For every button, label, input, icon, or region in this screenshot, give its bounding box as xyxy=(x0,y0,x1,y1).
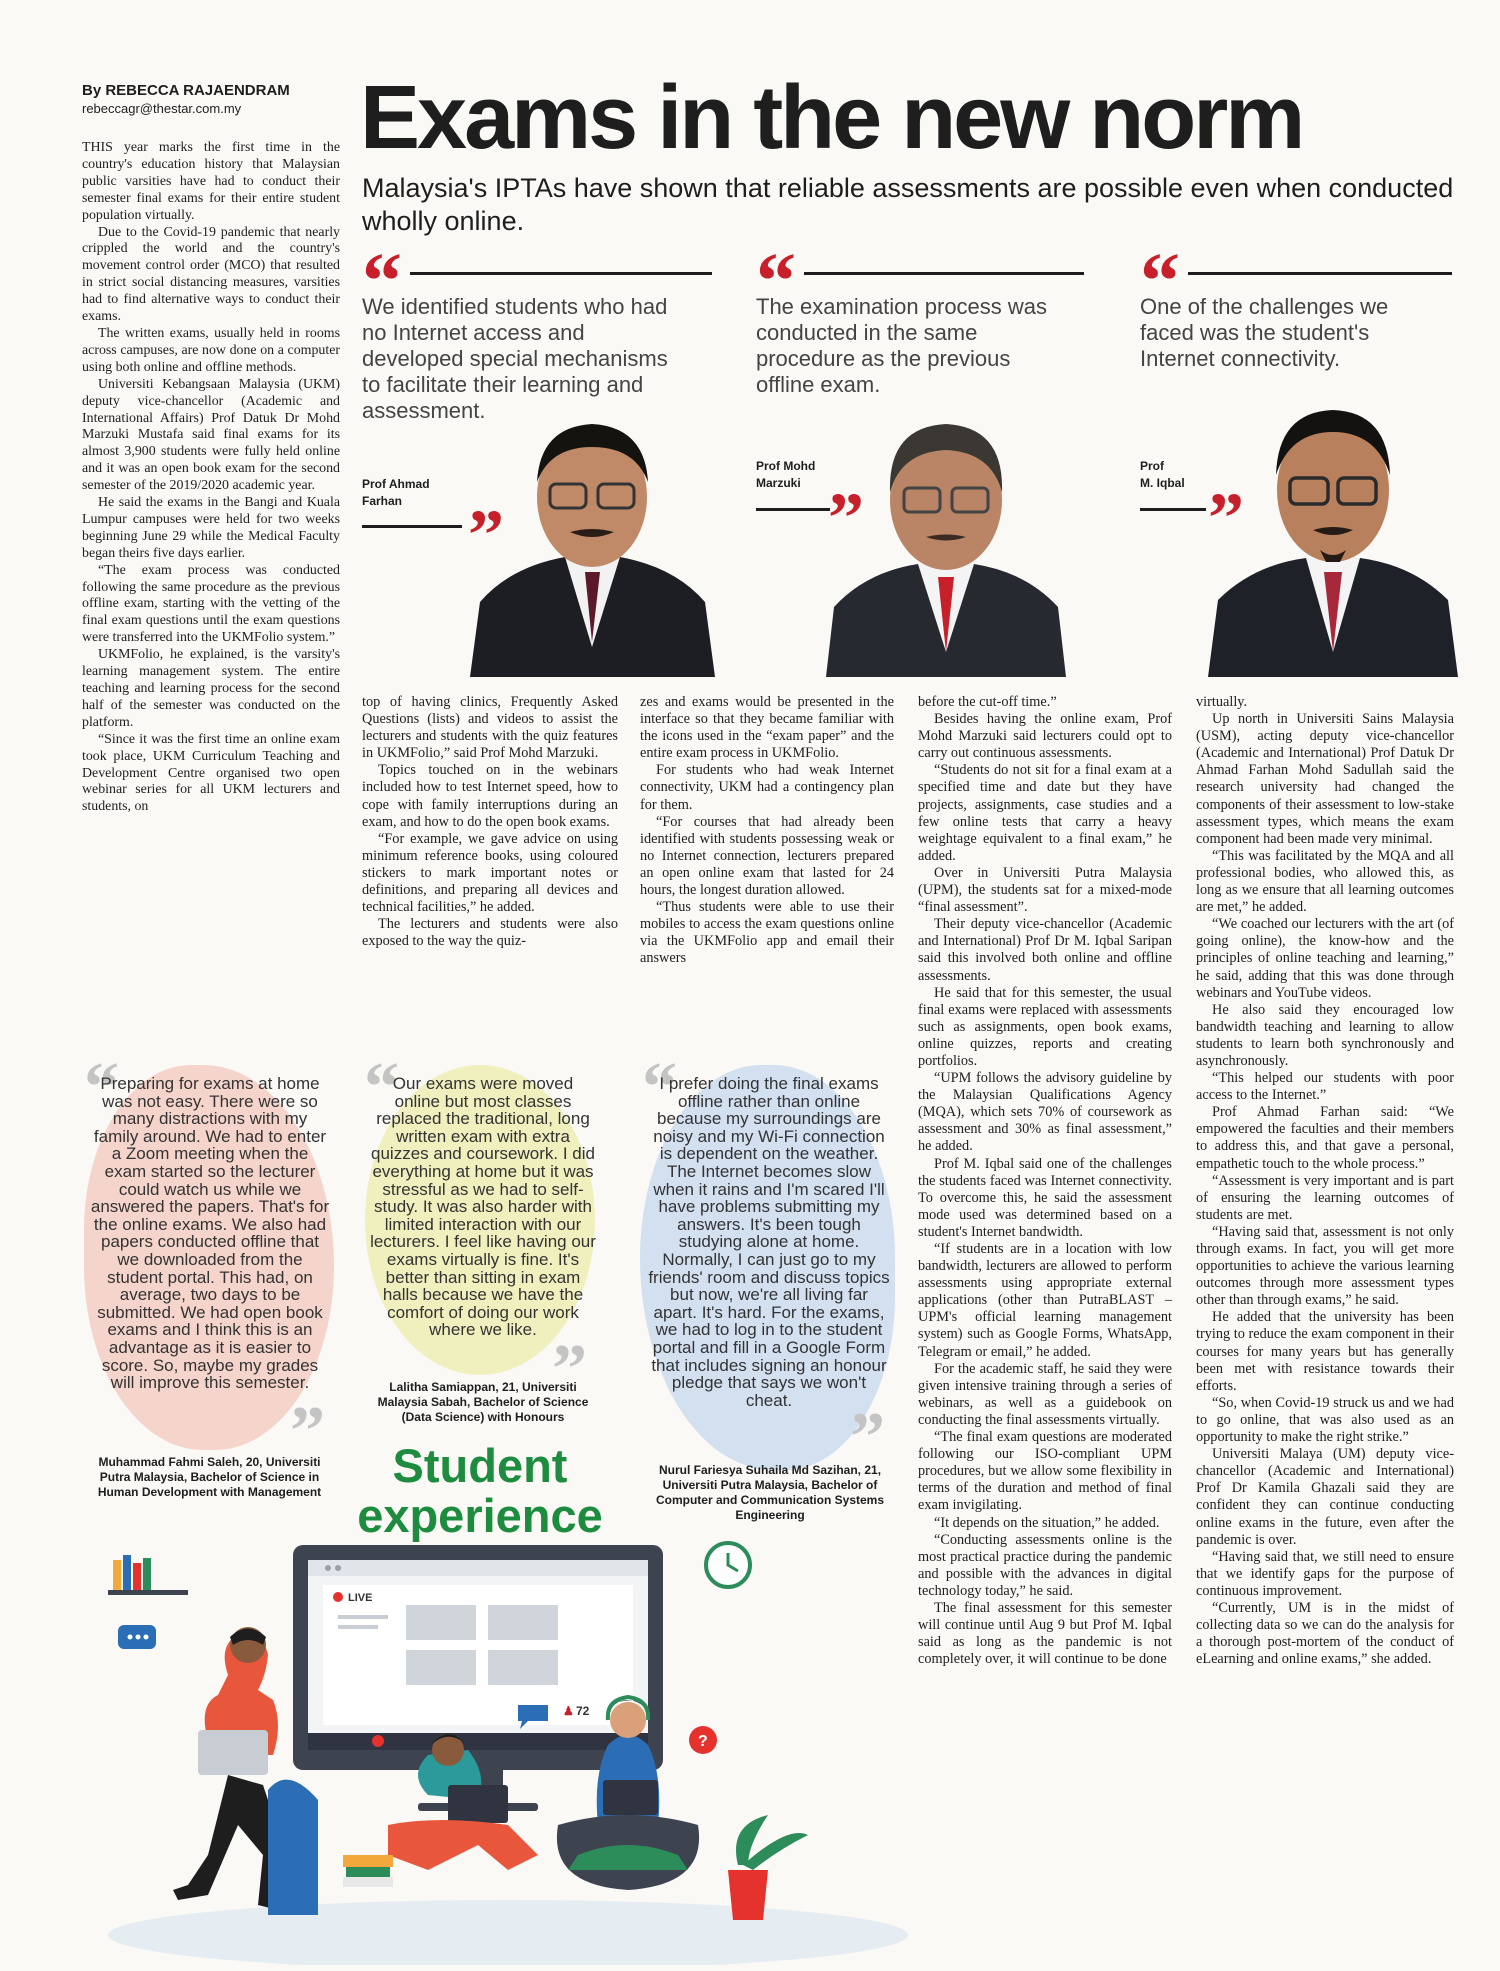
close-quote-icon: ” xyxy=(1208,478,1244,558)
quote-rule xyxy=(410,272,712,275)
open-quote-icon: “ xyxy=(362,238,402,326)
name-rule xyxy=(756,508,830,511)
deck: Malaysia's IPTAs have shown that reliable assessments are possible even when conducted wholly online. xyxy=(362,173,1454,236)
article-paragraph: “We coached our lecturers with the art (of going online), the know-how and the principles of online teaching and learning,” he said, adding that this was done through webinars and YouTube videos. xyxy=(1196,916,1454,1001)
article-paragraph: Topics touched on in the webinars included how to test Internet speed, how to cope with family interruptions during an exam, and how to do the open book exams. xyxy=(362,762,618,830)
article-paragraph: Universiti Kebangsaan Malaysia (UKM) deputy vice-chancellor (Academic and International Affairs) Prof Datuk Dr Mohd Marzuki Mustafa said final exams for its almost 3,900 students were fully held online and it was an open book exam for the second semester of the 2019/2020 academic year. xyxy=(82,376,340,494)
article-paragraph: “The final exam questions are moderated following our ISO-compliant UPM procedures, but we allow some flexibility in terms of the duration and method of final exam invigilating. xyxy=(918,1429,1172,1514)
article-paragraph: The lecturers and students were also exposed to the way the quiz- xyxy=(362,916,618,950)
byline xyxy=(82,82,352,118)
article-paragraph: For students who had weak Internet connectivity, UKM had a contingency plan for them. xyxy=(640,762,894,813)
article-paragraph: “Conducting assessments online is the most practical practice during the pandemic and possible with the advances in digital technology today,” he said. xyxy=(918,1531,1172,1599)
article-paragraph: UKMFolio, he explained, is the varsity's learning management system. The entire teaching and learning process for the second half of the semester was conducted on the platform. xyxy=(82,647,340,730)
article-paragraph: Over in Universiti Putra Malaysia (UPM), the students sat for a mixed-mode “final assessment”. xyxy=(918,864,1172,916)
open-quote-icon: “ xyxy=(84,1049,119,1126)
article-paragraph: “Thus students were able to use their mobiles to access the exam questions online via the UKMFolio app and email their answers xyxy=(640,899,894,967)
byline-email: rebeccagr@thestar.com.my xyxy=(82,101,242,116)
article-paragraph: “This helped our students with poor access to the Internet.” xyxy=(1196,1070,1454,1104)
article-paragraph: “UPM follows the advisory guideline by the Malaysian Qualifications Agency (MQA), which sets 70% of coursework as assessment and 30% as final assessment,” he added. xyxy=(918,1070,1172,1155)
article-paragraph: Their deputy vice-chancellor (Academic and International) Prof Dr M. Iqbal Saripan said this involved both online and offline assessments. xyxy=(918,916,1172,984)
article-paragraph: “Having said that, we still need to ensure that we identify gaps for the purpose of continuous improvement. xyxy=(1196,1548,1454,1599)
byline-author: By REBECCA RAJAENDRAM xyxy=(82,82,290,99)
article-paragraph: “Currently, UM is in the midst of collecting data so we can do the analysis for a thorough post-mortem of the conduct of eLearning and online exams,” she added. xyxy=(1196,1599,1454,1668)
article-paragraph: “For example, we gave advice on using minimum reference books, using coloured stickers to mark important notes or definitions, and preparing all devices and technical facilities,” he added. xyxy=(362,830,618,916)
bookshelf-icon xyxy=(108,1590,188,1595)
article-paragraph: “If students are in a location with low bandwidth, lecturers are allowed to perform assessments using appropriate external applications (other than PutraBLAST – UPM's official learning management system) such as Google Forms, WhatsApp, Telegram or email,” he added. xyxy=(918,1241,1172,1360)
article-paragraph: virtually. xyxy=(1196,694,1248,710)
student-quote-3: I prefer doing the final exams offline rather than online because my surroundings are noisy and my Wi-Fi connection is dependent on the weather. The Internet becomes slow when it rains and I'm scared I'll have problems submitting my answers. It's been tough studying alone at home. Normally, I can just go to my friends' room and discuss topics but now, we're all living far apart. It's hard. For the exams, we had to log in to the student portal and fill in a Google Form that includes signing an honour pledge that says we won't cheat. xyxy=(648,1074,890,1410)
article-paragraph: “It depends on the situation,” he added. xyxy=(934,1514,1160,1531)
pull-quote-text: The examination process was conducted in the same procedure as the previous offline exam. xyxy=(756,294,1048,397)
article-column-5 xyxy=(1196,694,1454,1668)
portrait-prof-m-iqbal xyxy=(1208,390,1458,677)
article-paragraph: “Having said that, assessment is not only through exams. In fact, you will get more opportunities to achieve the various learning outcomes through more assessment types other than through exams,” he said. xyxy=(1196,1223,1454,1309)
quote-rule xyxy=(1188,272,1452,275)
close-quote-icon: ” xyxy=(552,1331,587,1408)
student-name-1: Muhammad Fahmi Saleh, 20, Universiti Putra Malaysia, Bachelor of Science in Human Development with Management xyxy=(97,1455,322,1499)
article-paragraph: “So, when Covid-19 struck us and we had to go online, that was also used as an opportunity to make the right strike.” xyxy=(1196,1394,1454,1446)
pull-quote-text: One of the challenges we faced was the student's Internet connectivity. xyxy=(1140,294,1389,371)
portrait-prof-ahmad-farhan xyxy=(470,402,715,677)
svg-text:?: ? xyxy=(698,1733,708,1750)
article-paragraph: “The exam process was conducted following the same procedure as the previous offline exam, starting with the vetting of the final exam questions until the exam questions were transferred into the UKMFolio system.” xyxy=(82,562,340,646)
article-paragraph: The written exams, usually held in rooms across campuses, are now done on a computer using both online and offline methods. xyxy=(82,325,340,375)
name-rule xyxy=(362,525,462,528)
article-paragraph: “Since it was the first time an online exam took place, UKM Curriculum Teaching and Development Centre organised two open webinar series for all UKM lecturers and students, on xyxy=(82,731,340,815)
article-paragraph: He said that for this semester, the usual final exams were replaced with assessments such as assignments, open book exams, online quizzes, reports and creating portfolios. xyxy=(918,984,1172,1069)
article-paragraph: before the cut-off time.” xyxy=(918,694,1057,710)
svg-text:LIVE: LIVE xyxy=(348,1592,373,1604)
close-quote-icon: ” xyxy=(290,1393,325,1470)
student-name-2: Lalitha Samiappan, 21, Universiti Malaysia Sabah, Bachelor of Science (Data Science) with Honours xyxy=(377,1380,589,1424)
student-experience-title: Student experience xyxy=(357,1439,603,1542)
article-paragraph: Up north in Universiti Sains Malaysia (USM), acting deputy vice-chancellor (Academic and International) Prof Datuk Dr Ahmad Farhan Mohd Sadullah said the research university had changed the components of their assessment to low-stake assessment types, which means the exam component had been made very minimal. xyxy=(1196,711,1454,847)
article-paragraph: He added that the university has been trying to reduce the exam component in their courses for many years but has generally been met with resistance towards their efforts. xyxy=(1196,1309,1454,1394)
close-quote-icon: ” xyxy=(468,495,504,575)
open-quote-icon: “ xyxy=(642,1049,677,1126)
article-paragraph: top of having clinics, Frequently Asked Questions (lists) and videos to assist the lecturers and students with the quiz features in UKMFolio,” said Prof Mohd Marzuki. xyxy=(362,694,618,762)
article-paragraph: Prof M. Iqbal said one of the challenges the students faced was Internet connectivity. To overcome this, he said the assessment mode used was determined based on a student's Internet bandwidth. xyxy=(918,1155,1172,1240)
quote-rule xyxy=(804,272,1084,275)
article-paragraph: “Students do not sit for a final exam at a specified time and date but they have projects, assignments, case studies and a few online tests that carry a heavy weightage equivalent to a final exam,” he added. xyxy=(918,762,1172,864)
article-paragraph: Due to the Covid-19 pandemic that nearly crippled the world and the country's movement control order (MCO) that resulted in strict social distancing measures, varsities had to find alternative ways to conduct their exams. xyxy=(82,224,340,325)
student-quote-1: Preparing for exams at home was not easy. There were so many distractions with my family around. We had to enter a Zoom meeting when the exam started so the lecturer could watch us while we answered the papers. That's for the online exams. We also had papers conducted offline that we downloaded from the student portal. This had, on average, two days to be submitted. We had open book exams and I think this is an advantage as it is easier to score. So, maybe my grades will improve this semester. xyxy=(90,1074,330,1393)
article-paragraph: Prof Ahmad Farhan said: “We empowered the faculties and their members to address this, and that gave a personal, empathetic touch to the whole process.” xyxy=(1196,1104,1454,1172)
article-paragraph: The final assessment for this semester will continue until Aug 9 but Prof M. Iqbal said as long as the pandemic is not completely over, it will continue to be done xyxy=(918,1599,1172,1668)
name-rule xyxy=(1140,508,1206,511)
article-column-2 xyxy=(362,694,618,950)
student-name-3: Nurul Fariesya Suhaila Md Sazihan, 21, Universiti Putra Malaysia, Bachelor of Computer and Communication Systems Engineering xyxy=(655,1463,885,1522)
pull-quote-text: We identified students who had no Internet access and developed special mechanisms to facilitate their learning and assessment. xyxy=(362,294,668,423)
portrait-prof-mohd-marzuki xyxy=(826,402,1066,677)
headline: Exams in the new norm xyxy=(360,68,1303,168)
student-quote-2: Our exams were moved online but most classes replaced the traditional, long written exam with extra quizzes and coursework. I did everything at home but it was stressful as we had to self-study. It was also harder with limited interaction with our lecturers. I feel like having our exams virtually is fine. It's better than sitting in exam halls because we have the comfort of doing our work where we like. xyxy=(370,1074,596,1340)
open-quote-icon: “ xyxy=(756,238,796,326)
article-paragraph: “This was facilitated by the MQA and all professional bodies, who allowed this, as long as we ensure that all learning outcomes are met,” he added. xyxy=(1196,847,1454,916)
pull-quote-name: Prof Ahmad Farhan xyxy=(362,477,430,508)
article-paragraph: “For courses that had already been identified with students possessing weak or no Internet connection, lecturers prepared an open online exam that lasted for 24 hours, the longest duration allowed. xyxy=(640,813,894,899)
article-paragraph: He said the exams in the Bangi and Kuala Lumpur campuses were held for two weeks beginning June 29 while the Medical Faculty began theirs five days earlier. xyxy=(82,495,340,561)
article-paragraph: “Assessment is very important and is part of ensuring the learning outcomes of students are met. xyxy=(1196,1172,1454,1223)
article-paragraph: Universiti Malaya (UM) deputy vice-chancellor (Academic and International) Prof Dr Kamila Ghazali said they are confident they can continue conducting online exams in the future, even after the pandemic is over. xyxy=(1196,1446,1454,1548)
svg-text:♟: ♟ xyxy=(563,1704,574,1718)
close-quote-icon: ” xyxy=(828,478,864,558)
article-paragraph: He also said they encouraged low bandwidth teaching and learning to allow students to learn both synchronously and asynchronously. xyxy=(1196,1001,1454,1069)
article-paragraph: THIS year marks the first time in the country's education history that Malaysian public varsities have had to conduct their semester final exams for their entire student population virtually. xyxy=(82,140,340,223)
svg-text:72: 72 xyxy=(576,1704,590,1718)
article-paragraph: For the academic staff, he said they were given intensive training through a series of webinars, as well as a guidebook on conducting the final assessments virtually. xyxy=(918,1360,1172,1428)
article-column-1 xyxy=(82,140,340,816)
pull-quote-name: Prof Mohd Marzuki xyxy=(756,459,816,490)
article-column-4 xyxy=(918,694,1172,1668)
article-column-3 xyxy=(640,694,894,968)
open-quote-icon: “ xyxy=(364,1049,399,1126)
article-paragraph: Besides having the online exam, Prof Mohd Marzuki said lecturers could opt to carry out continuous assessments. xyxy=(918,711,1172,762)
close-quote-icon: ” xyxy=(850,1399,885,1476)
article-paragraph: zes and exams would be presented in the interface so that they became familiar with the icons used in the “exam paper” and the entire exam process in UKMFolio. xyxy=(640,694,894,762)
open-quote-icon: “ xyxy=(1140,238,1180,326)
pull-quote-name: Prof M. Iqbal xyxy=(1140,459,1185,490)
online-exam-illustration xyxy=(88,1525,908,1965)
